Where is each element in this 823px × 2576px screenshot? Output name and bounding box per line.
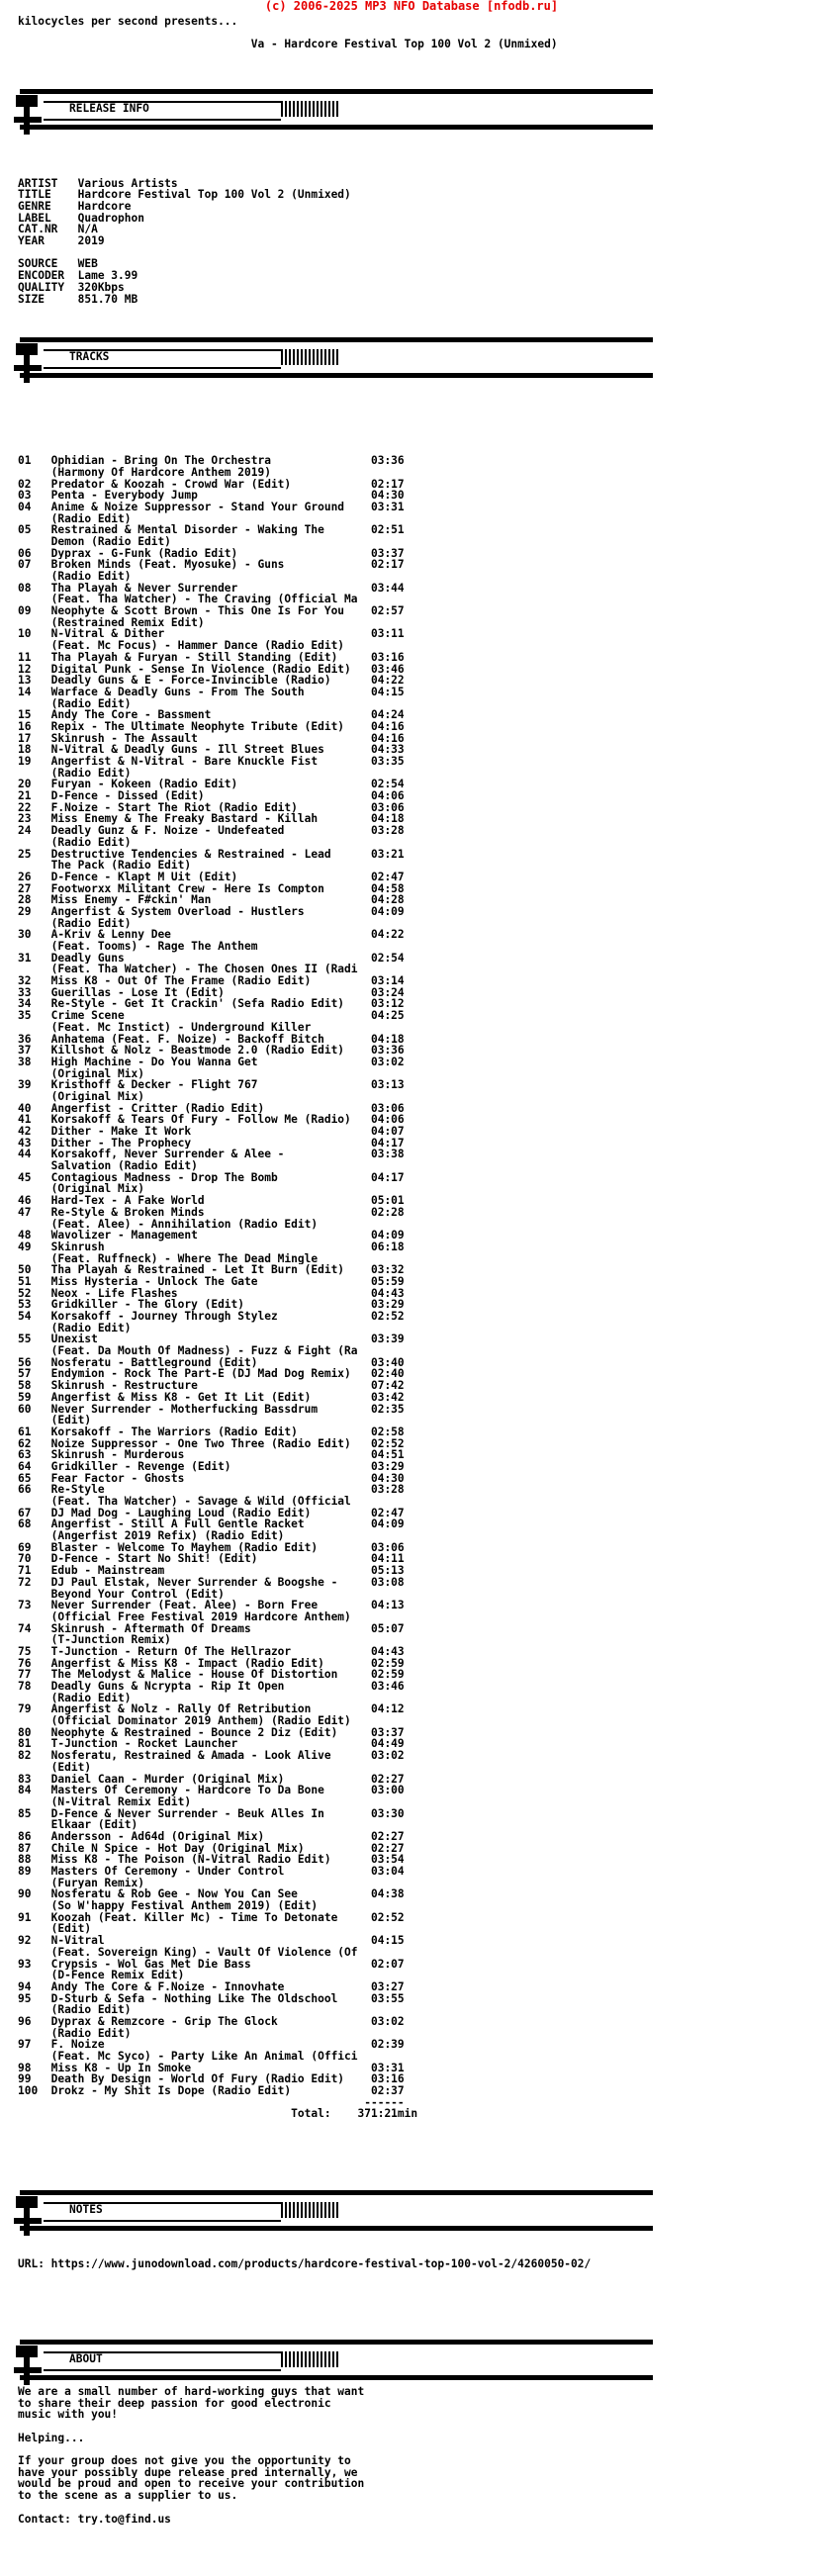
nfo-line: 92 N-Vitral 04:15 <box>18 1935 405 1947</box>
nfo-line: (Official Dominator 2019 Anthem) (Radio Edit) <box>18 1715 351 1727</box>
section-title: TRACKS <box>69 350 110 363</box>
nfo-line: QUALITY 320Kbps <box>18 281 125 294</box>
nfo-line: 28 Miss Enemy - F#ckin' Man 04:28 <box>18 894 405 906</box>
nfo-line: 97 F. Noize 02:39 <box>18 2039 405 2051</box>
nfo-line: (Angerfist 2019 Refix) (Radio Edit) <box>18 1530 285 1542</box>
nfo-line: (Feat. Ruffneck) - Where The Dead Mingle <box>18 1252 319 1265</box>
nfo-line: 69 Blaster - Welcome To Mayhem (Radio Edit) 03:06 <box>18 1541 405 1554</box>
nfo-line: 02 Predator & Koozah - Crowd War (Edit) 02:17 <box>18 478 405 491</box>
nfo-line: 90 Nosferatu & Rob Gee - Now You Can See 04:38 <box>18 1888 405 1901</box>
nfo-line <box>18 2305 591 2317</box>
nfo-line <box>18 97 591 109</box>
nfo-line: We are a small number of hard-working guys that want <box>18 2385 365 2398</box>
nfo-line: 64 Gridkiller - Revenge (Edit) 03:29 <box>18 1460 405 1473</box>
nfo-line <box>18 2224 591 2236</box>
nfo-line: 83 Daniel Caan - Murder (Original Mix) 02:27 <box>18 1773 405 1786</box>
nfo-line: 99 Death By Design - World Of Fury (Radio Edit) 03:16 <box>18 2073 405 2086</box>
nfo-line: to share their deep passion for good electronic <box>18 2397 331 2410</box>
nfo-line <box>18 339 591 351</box>
nfo-line: TITLE Hardcore Festival Top 100 Vol 2 (Unmixed) <box>18 189 351 201</box>
nfo-line <box>18 2421 591 2433</box>
nfo-line <box>18 2120 591 2132</box>
nfo-line: 18 N-Vitral & Deadly Guns - Ill Street Blues 04:33 <box>18 744 405 756</box>
nfo-line: 58 Skinrush - Restructure 07:42 <box>18 1380 405 1392</box>
nfo-line: (Feat. Tooms) - Rage The Anthem <box>18 941 258 953</box>
nfo-line: 33 Guerillas - Lose It (Edit) 03:24 <box>18 986 405 999</box>
nfo-line: 32 Miss K8 - Out Of The Frame (Radio Edit) 03:14 <box>18 975 405 987</box>
nfo-line <box>18 62 591 74</box>
nfo-line: 55 Unexist 03:39 <box>18 1334 405 1346</box>
nfo-line <box>18 420 591 432</box>
nfo-line <box>18 363 591 375</box>
nfo-line: 43 Dither - The Prophecy 04:17 <box>18 1137 405 1150</box>
nfo-line: Elkaar (Edit) <box>18 1819 138 1831</box>
nfo-line: GENRE Hardcore <box>18 201 132 213</box>
nfo-line: 94 Andy The Core & F.Noize - Innovhate 03:27 <box>18 1980 405 1993</box>
nfo-line <box>18 2293 591 2305</box>
nfo-line: 19 Angerfist & N-Vitral - Bare Knuckle Fist 03:35 <box>18 756 405 768</box>
nfo-line: ARTIST Various Artists <box>18 177 178 190</box>
nfo-line: (Radio Edit) <box>18 836 132 849</box>
section-title: NOTES <box>69 2203 103 2216</box>
nfo-line <box>18 328 591 340</box>
nfo-line: (Edit) <box>18 1415 92 1426</box>
nfo-line <box>18 154 591 166</box>
nfo-line: The Pack (Radio Edit) <box>18 860 192 872</box>
nfo-line <box>18 2363 591 2375</box>
nfo-line: 73 Never Surrender (Feat. Alee) - Born Free 04:13 <box>18 1600 405 1611</box>
nfo-line: 75 T-Junction - Return Of The Hellrazor 04:43 <box>18 1645 405 1658</box>
nfo-line: 22 F.Noize - Start The Riot (Radio Edit) 03:06 <box>18 801 405 814</box>
nfo-line: 60 Never Surrender - Motherfucking Bassdrum 02:35 <box>18 1403 405 1416</box>
nfo-line <box>18 2189 591 2201</box>
nfo-line: (Radio Edit) <box>18 767 132 780</box>
nfo-line: (Furyan Remix) <box>18 1877 144 1889</box>
nfo-line: 39 Kristhoff & Decker - Flight 767 03:13 <box>18 1079 405 1091</box>
nfo-line: kilocycles per second presents... <box>18 16 238 28</box>
nfo-line: 23 Miss Enemy & The Freaky Bastard - Killah 04:18 <box>18 813 405 826</box>
nfo-line: 07 Broken Minds (Feat. Myosuke) - Guns 02:17 <box>18 559 405 571</box>
nfo-line: 65 Fear Factor - Ghosts 04:30 <box>18 1472 405 1485</box>
nfo-line: 16 Repix - The Ultimate Neophyte Tribute (Edit) 04:16 <box>18 720 405 733</box>
nfo-line: 34 Re-Style - Get It Crackin' (Sefa Radio Edit) 03:12 <box>18 998 405 1011</box>
nfo-line: Helping... <box>18 2432 85 2444</box>
nfo-line <box>18 2248 591 2259</box>
nfo-line: (Feat. Mc Instict) - Underground Killer <box>18 1021 312 1034</box>
nfo-line: (Edit) <box>18 1923 92 1936</box>
nfo-line: CAT.NR N/A <box>18 224 98 236</box>
nfo-line: Va - Hardcore Festival Top 100 Vol 2 (Unmixed) <box>18 39 558 51</box>
nfo-line: 52 Neox - Life Flashes 04:43 <box>18 1287 405 1300</box>
nfo-line: 87 Chile N Spice - Hot Day (Original Mix) 02:27 <box>18 1842 405 1855</box>
nfo-line <box>18 73 591 85</box>
nfo-line: 72 DJ Paul Elstak, Never Surrender & Boogshe - 03:08 <box>18 1576 405 1589</box>
nfo-line: LABEL Quadrophon <box>18 212 144 225</box>
nfo-line: 86 Andersson - Ad64d (Original Mix) 02:27 <box>18 1830 405 1843</box>
nfo-line <box>18 2144 591 2156</box>
nfo-line: 37 Killshot & Nolz - Beastmode 2.0 (Radio Edit) 03:36 <box>18 1045 405 1057</box>
nfo-line: (Original Mix) <box>18 1183 144 1196</box>
nfo-line: 35 Crime Scene 04:25 <box>18 1010 405 1022</box>
nfo-line <box>18 109 591 121</box>
nfo-line: (Radio Edit) <box>18 2027 132 2040</box>
nfo-line: 71 Edub - Mainstream 05:13 <box>18 1565 405 1577</box>
nfo-line: (D-Fence Remix Edit) <box>18 1970 185 1981</box>
nfo-line: (Harmony Of Hardcore Anthem 2019) <box>18 466 271 479</box>
nfo-line: 41 Korsakoff & Tears Of Fury - Follow Me (Radio) 04:06 <box>18 1114 405 1126</box>
nfo-line: 77 The Melodyst & Malice - House Of Distortion 02:59 <box>18 1669 405 1681</box>
nfo-line: 61 Korsakoff - The Warriors (Radio Edit) 02:58 <box>18 1426 405 1438</box>
nfo-line: 30 A-Kriv & Lenny Dee 04:22 <box>18 929 405 941</box>
nfo-line: 57 Endymion - Rock The Part-E (DJ Mad Dog Remix) 02:40 <box>18 1368 405 1381</box>
nfo-line: 13 Deadly Guns & E - Force-Invincible (Radio) 04:22 <box>18 675 405 687</box>
nfo-line: 42 Dither - Make It Work 04:07 <box>18 1126 405 1138</box>
nfo-line: 100 Drokz - My Shit Is Dope (Radio Edit) 02:37 <box>18 2085 405 2097</box>
nfo-line: (Feat. Sovereign King) - Vault Of Violence (Of <box>18 1946 358 1959</box>
nfo-line <box>18 386 591 398</box>
nfo-line: 68 Angerfist - Still A Full Gentle Racket 04:09 <box>18 1518 405 1531</box>
nfo-line: 09 Neophyte & Scott Brown - This One Is For You 02:57 <box>18 605 405 617</box>
nfo-line <box>18 2132 591 2144</box>
nfo-line: 56 Nosferatu - Battleground (Edit) 03:40 <box>18 1356 405 1369</box>
nfo-line: would be proud and open to receive your contribution <box>18 2478 365 2491</box>
nfo-line: 29 Angerfist & System Overload - Hustlers 04:09 <box>18 905 405 918</box>
nfo-line: 67 DJ Mad Dog - Laughing Loud (Radio Edit) 02:47 <box>18 1507 405 1519</box>
nfo-line <box>18 432 591 444</box>
nfo-line <box>18 2282 591 2294</box>
nfo-line: (Official Free Festival 2019 Hardcore Anthem) <box>18 1610 351 1623</box>
nfo-line: (T-Junction Remix) <box>18 1634 171 1646</box>
nfo-line: Demon (Radio Edit) <box>18 535 171 548</box>
nfo-line: (Radio Edit) <box>18 1322 132 1334</box>
nfo-line <box>18 2317 591 2329</box>
nfo-line: 79 Angerfist & Nolz - Rally Of Retribution 04:12 <box>18 1703 405 1716</box>
nfo-line <box>18 398 591 410</box>
nfo-line: 49 Skinrush 06:18 <box>18 1241 405 1253</box>
nfo-line: 44 Korsakoff, Never Surrender & Alee - 03:38 <box>18 1149 405 1161</box>
nfo-line: 47 Re-Style & Broken Minds 02:28 <box>18 1206 405 1219</box>
nfo-line <box>18 374 591 386</box>
nfo-line: (Radio Edit) <box>18 1692 132 1704</box>
nfo-line: 04 Anime & Noize Suppressor - Stand Your Ground 03:31 <box>18 501 405 513</box>
nfo-line: 81 T-Junction - Rocket Launcher 04:49 <box>18 1738 405 1751</box>
nfo-line: 50 Tha Playah & Restrained - Let It Burn (Edit) 03:32 <box>18 1264 405 1276</box>
nfo-line: ENCODER Lame 3.99 <box>18 270 138 282</box>
nfo-line: (Feat. Tha Watcher) - Savage & Wild (Official <box>18 1496 351 1508</box>
nfo-line <box>18 120 591 132</box>
nfo-line: (Feat. Mc Syco) - Party Like An Animal (Offici <box>18 2051 358 2063</box>
nfo-line: 91 Koozah (Feat. Killer Mc) - Time To Detonate 02:52 <box>18 1911 405 1924</box>
nfo-line: 26 D-Fence - Klapt M Uit (Edit) 02:47 <box>18 871 405 883</box>
nfo-line: (Restrained Remix Edit) <box>18 616 205 629</box>
nfo-line <box>18 2213 591 2225</box>
nfo-line: 51 Miss Hysteria - Unlock The Gate 05:59 <box>18 1275 405 1288</box>
nfo-line: 05 Restrained & Mental Disorder - Waking The 02:51 <box>18 524 405 536</box>
nfo-line <box>18 2166 591 2178</box>
nfo-line: (Feat. Tha Watcher) - The Craving (Official Ma <box>18 594 358 606</box>
nfo-line <box>18 143 591 155</box>
nfo-line: 12 Digital Punk - Sense In Violence (Radio Edit) 03:46 <box>18 663 405 676</box>
nfo-line <box>18 50 591 62</box>
nfo-line: 11 Tha Playah & Furyan - Still Standing (Edit) 03:16 <box>18 651 405 664</box>
nfo-line: 14 Warface & Deadly Guns - From The South 04:15 <box>18 686 405 698</box>
nfo-line <box>18 2178 591 2190</box>
nfo-line: 48 Wavolizer - Management 04:09 <box>18 1230 405 1242</box>
nfo-line: SIZE 851.70 MB <box>18 293 138 306</box>
nfo-line <box>18 2374 591 2386</box>
nfo-line: Salvation (Radio Edit) <box>18 1160 198 1172</box>
nfo-line: (Radio Edit) <box>18 697 132 710</box>
nfo-line: YEAR 2019 <box>18 235 105 247</box>
nfo-line: (Radio Edit) <box>18 512 132 525</box>
nfo-line: 84 Masters Of Ceremony - Hardcore To Da Bone 03:00 <box>18 1785 405 1796</box>
nfo-line: 98 Miss K8 - Up In Smoke 03:31 <box>18 2062 405 2074</box>
nfo-line: 88 Miss K8 - The Poison (N-Vitral Radio Edit) 03:54 <box>18 1854 405 1866</box>
nfo-line: 66 Re-Style 03:28 <box>18 1484 405 1496</box>
nfo-line: 59 Angerfist & Miss K8 - Get It Lit (Edit) 03:42 <box>18 1391 405 1404</box>
nfo-line: (Edit) <box>18 1761 92 1774</box>
nfo-line: 53 Gridkiller - The Glory (Edit) 03:29 <box>18 1299 405 1311</box>
nfo-line <box>18 2340 591 2351</box>
nfo-line <box>18 351 591 363</box>
nfo-line: 21 D-Fence - Dissed (Edit) 04:06 <box>18 790 405 802</box>
nfo-text <box>18 16 591 2525</box>
nfo-line: to the scene as a supplier to us. <box>18 2490 238 2502</box>
nfo-line: music with you! <box>18 2409 119 2421</box>
nfo-line: (Feat. Alee) - Annihilation (Radio Edit) <box>18 1218 319 1231</box>
nfo-line: 74 Skinrush - Aftermath Of Dreams 05:07 <box>18 1622 405 1635</box>
nfo-line: 08 Tha Playah & Never Surrender 03:44 <box>18 582 405 595</box>
nfo-line <box>18 2443 591 2455</box>
nfo-line <box>18 166 591 178</box>
nfo-line: (Radio Edit) <box>18 917 132 930</box>
nfo-line <box>18 28 591 40</box>
nfo-line <box>18 2351 591 2363</box>
nfo-line <box>18 409 591 420</box>
nfo-line <box>18 317 591 328</box>
nfo-line: 80 Neophyte & Restrained - Bounce 2 Diz (Edit) 03:37 <box>18 1726 405 1739</box>
nfo-line: 63 Skinrush - Murderous 04:51 <box>18 1449 405 1461</box>
nfo-line <box>18 2270 591 2282</box>
nfo-line: 46 Hard-Tex - A Fake World 05:01 <box>18 1195 405 1207</box>
nfo-line: 36 Anhatema (Feat. F. Noize) - Backoff Bitch 04:18 <box>18 1033 405 1046</box>
nfo-line: 24 Deadly Gunz & F. Noize - Undefeated 03:28 <box>18 825 405 837</box>
nfo-line <box>18 85 591 97</box>
nfo-line: (So W'happy Festival Anthem 2019) (Edit) <box>18 1900 319 1912</box>
nfo-line: 38 High Machine - Do You Wanna Get 03:02 <box>18 1056 405 1068</box>
nfo-line <box>18 2502 591 2514</box>
nfo-line <box>18 443 591 455</box>
nfo-line: 85 D-Fence & Never Surrender - Beuk Alles In 03:30 <box>18 1807 405 1820</box>
nfo-line: SOURCE WEB <box>18 258 98 271</box>
section-title: ABOUT <box>69 2352 103 2365</box>
nfo-line: 45 Contagious Madness - Drop The Bomb 04:17 <box>18 1171 405 1184</box>
nfo-line: (N-Vitral Remix Edit) <box>18 1795 192 1808</box>
nfo-line: 62 Noize Suppressor - One Two Three (Radio Edit) 02:52 <box>18 1437 405 1450</box>
nfo-line <box>18 2236 591 2248</box>
nfo-line: 93 Crypsis - Wol Gas Met Die Bass 02:07 <box>18 1958 405 1971</box>
nfo-line: 06 Dyprax - G-Funk (Radio Edit) 03:37 <box>18 547 405 560</box>
nfo-line: 01 Ophidian - Bring On The Orchestra 03:36 <box>18 455 405 467</box>
nfo-line: 96 Dyprax & Remzcore - Grip The Glock 03:02 <box>18 2015 405 2028</box>
nfo-line: 27 Footworxx Militant Crew - Here Is Compton 04:58 <box>18 882 405 895</box>
nfo-line: Beyond Your Control (Edit) <box>18 1588 225 1601</box>
nfo-line <box>18 132 591 143</box>
nfo-line <box>18 247 591 259</box>
nfo-line: (Original Mix) <box>18 1067 144 1080</box>
nfo-line: ------ <box>18 2096 405 2109</box>
nfo-line: (Original Mix) <box>18 1090 144 1103</box>
nfo-line: URL: https://www.junodownload.com/products/hardcore-festival-top-100-vol-2/4260050-02/ <box>18 2258 592 2271</box>
nfo-line: 20 Furyan - Kokeen (Radio Edit) 02:54 <box>18 779 405 791</box>
nfo-line: have your possibly dupe release pred internally, we <box>18 2466 358 2479</box>
nfo-line <box>18 2201 591 2213</box>
nfo-line: (Radio Edit) <box>18 571 132 583</box>
nfo-line <box>18 2329 591 2341</box>
nfo-line: 31 Deadly Guns 02:54 <box>18 952 405 965</box>
nfo-line: (Feat. Mc Focus) - Hammer Dance (Radio Edit) <box>18 640 345 652</box>
nfo-line: 10 N-Vitral & Dither 03:11 <box>18 628 405 641</box>
nfo-line: (Radio Edit) <box>18 2004 132 2016</box>
nfo-line: 03 Penta - Everybody Jump 04:30 <box>18 490 405 502</box>
nfo-line: 17 Skinrush - The Assault 04:16 <box>18 732 405 745</box>
nfo-line: 70 D-Fence - Start No Shit! (Edit) 04:11 <box>18 1553 405 1566</box>
nfo-line: 76 Angerfist & Miss K8 - Impact (Radio Edit) 02:59 <box>18 1657 405 1670</box>
nfo-line <box>18 305 591 317</box>
nfo-line <box>18 2155 591 2166</box>
nfo-line: Total: 371:21min <box>18 2108 418 2121</box>
nfo-line: 54 Korsakoff - Journey Through Stylez 02:52 <box>18 1311 405 1323</box>
nfo-line: 25 Destructive Tendencies & Restrained - Lead 03:21 <box>18 848 405 861</box>
nfo-line: 95 D-Sturb & Sefa - Nothing Like The Oldschool 03:55 <box>18 1992 405 2005</box>
nfo-line: 15 Andy The Core - Bassment 04:24 <box>18 709 405 721</box>
nfo-line: 40 Angerfist - Critter (Radio Edit) 03:06 <box>18 1102 405 1115</box>
nfo-line: 82 Nosferatu, Restrained & Amada - Look Alive 03:02 <box>18 1750 405 1762</box>
section-title: RELEASE INFO <box>69 102 149 115</box>
nfo-line: (Feat. Da Mouth Of Madness) - Fuzz & Fight (Ra <box>18 1345 358 1357</box>
site-banner: (c) 2006-2025 MP3 NFO Database [nfodb.ru] <box>264 0 559 13</box>
nfo-line: If your group does not give you the opportunity to <box>18 2455 351 2467</box>
nfo-line: 78 Deadly Guns & Ncrypta - Rip It Open 03:46 <box>18 1681 405 1693</box>
nfo-line: (Feat. Tha Watcher) - The Chosen Ones II (Radi <box>18 964 358 976</box>
nfo-line: 89 Masters Of Ceremony - Under Control 03:04 <box>18 1866 405 1878</box>
nfo-line: Contact: try.to@find.us <box>18 2513 171 2526</box>
